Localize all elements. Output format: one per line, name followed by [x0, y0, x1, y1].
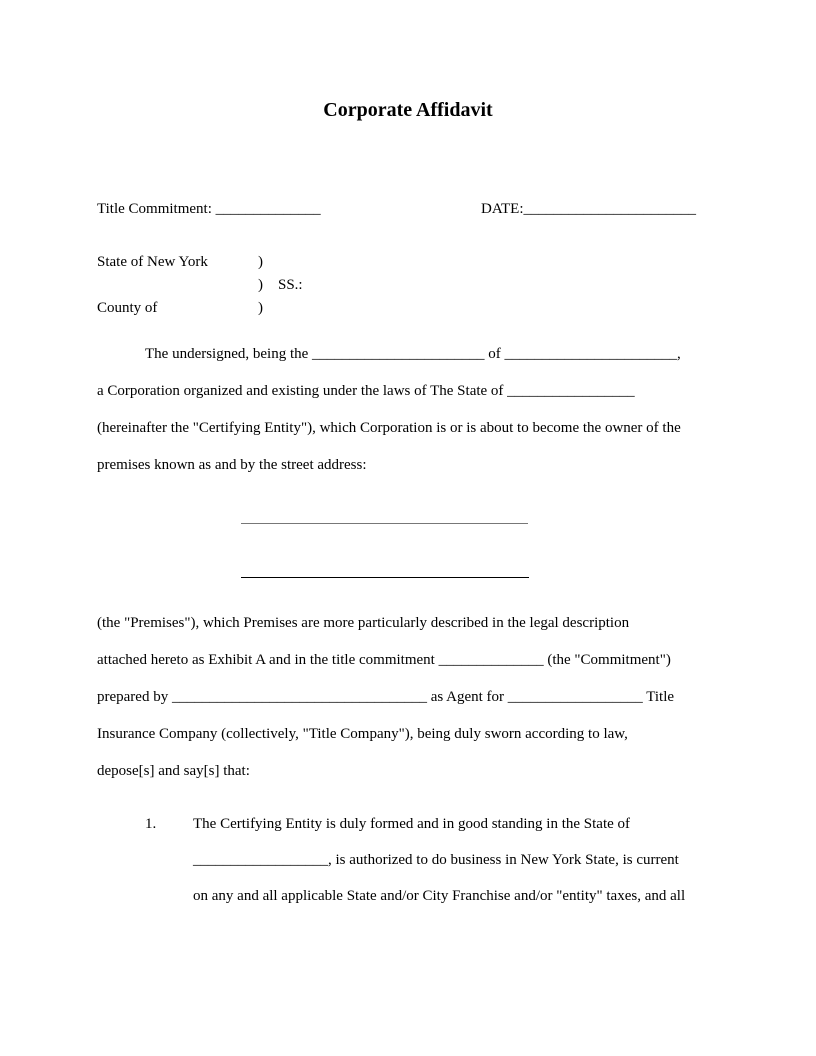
body-line: (hereinafter the "Certifying Entity"), which Corporation is or is about to become the owner of the: [97, 420, 681, 436]
body-line: a Corporation organized and existing under the laws of The State of _________________: [97, 383, 635, 399]
body-line: Insurance Company (collectively, "Title Company"), being duly sworn according to law,: [97, 726, 628, 742]
list-item-line: on any and all applicable State and/or City Franchise and/or "entity" taxes, and all: [193, 888, 686, 904]
body-line: prepared by __________________________________ as Agent for __________________ Title: [97, 689, 675, 705]
body-line: The undersigned, being the _______________________ of _______________________,: [145, 346, 681, 362]
body-line: attached hereto as Exhibit A and in the title commitment ______________ (the "Commitment"): [97, 652, 671, 668]
body-line: premises known as and by the street address:: [97, 457, 367, 473]
body-line: (the "Premises"), which Premises are more particularly described in the legal description: [97, 615, 630, 631]
list-item-line: The Certifying Entity is duly formed and in good standing in the State of: [193, 816, 631, 832]
venue-paren: ): [258, 300, 263, 316]
venue-state-label: State of New York: [97, 254, 208, 270]
address-line-2: [241, 577, 529, 578]
body-line: depose[s] and say[s] that:: [97, 763, 250, 779]
title-commitment-field: Title Commitment: ______________: [97, 201, 321, 217]
venue-county-label: County of: [97, 300, 158, 316]
venue-paren: ): [258, 254, 263, 270]
venue-paren: ): [258, 277, 263, 293]
list-item-line: __________________, is authorized to do business in New York State, is current: [193, 852, 679, 868]
document-title: Corporate Affidavit: [323, 99, 493, 121]
list-item-number: 1.: [145, 816, 157, 832]
venue-ss-label: SS.:: [278, 277, 303, 293]
date-field: DATE:_______________________: [481, 201, 696, 217]
address-line-1: [241, 523, 528, 524]
